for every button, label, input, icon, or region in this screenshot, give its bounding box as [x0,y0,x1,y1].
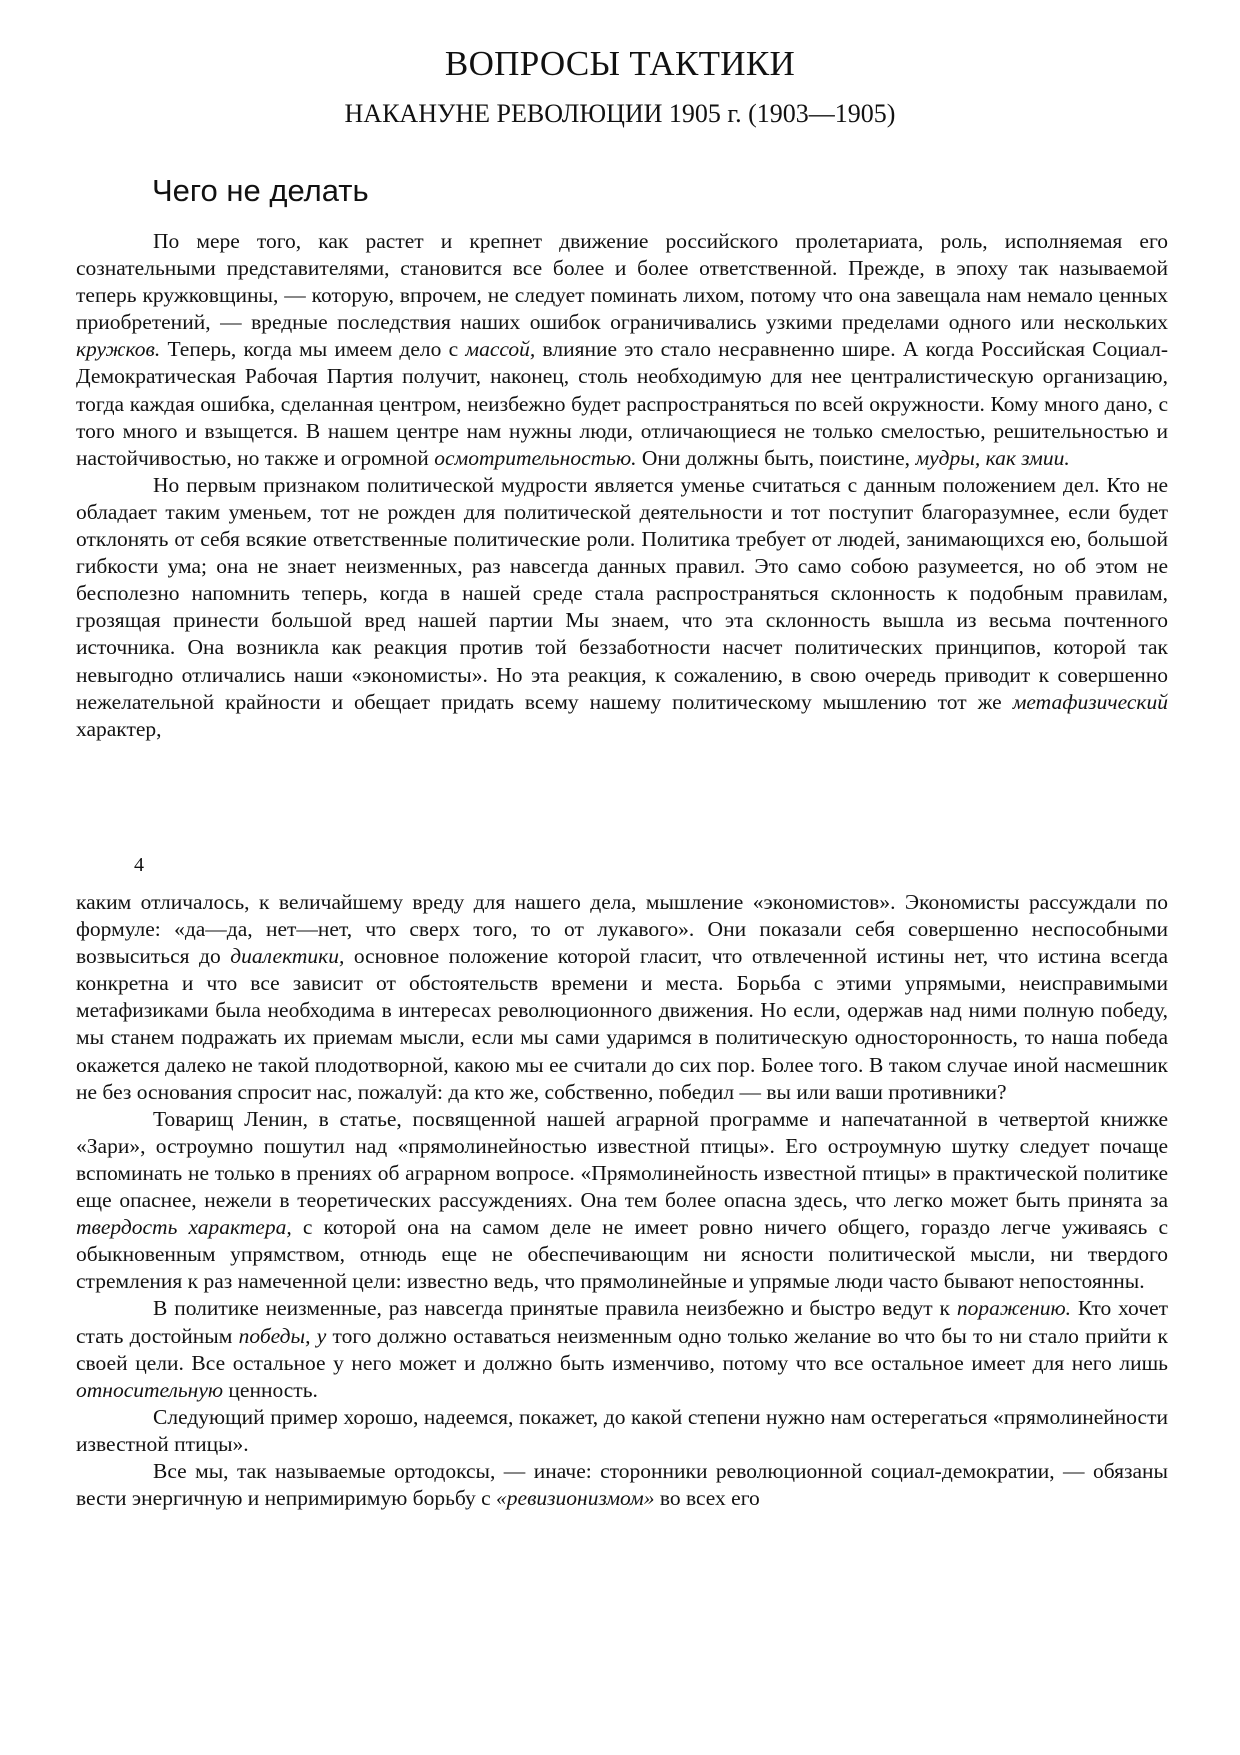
paragraph-5 [76,1295,1168,1403]
section-heading: Чего не делать [152,173,369,208]
paragraph-1-text: влияние это стало несравненно шире. А когда Российская Социал-Демократическая Рабочая Партия получит, наконец, столь необходимую для нее централистическую организацию, тогда каждая ошибка, сделанная центром, неизбежно будет распространяться по всей окружности. Кому много дано, с того много и взыщется. В нашем центре нам нужны люди, отличающиеся не только смелостью, решительностью и настойчивостью, но также и огромной [76,337,1168,470]
paragraph-7-emphasis: «ревизионизмом» [496,1486,655,1511]
paragraph-1-text: По мере того, как растет и крепнет движение российского пролетариата, роль, исполняемая его сознательными представителями, становится все более и более ответственной. Прежде, в эпоху так называемой теперь кружковщины, — которую, впрочем, не следует поминать лихом, потому что она завещала нам немало ценных приобретений, — вредные последствия наших ошибок ограничивались узкими пределами одного или нескольких [76,229,1168,335]
paragraph-5-text: ценность. [223,1377,318,1402]
paragraph-2-emphasis: метафизический [1012,689,1168,714]
paragraph-6-text: Следующий пример хорошо, надеемся, покажет, до какой степени нужно нам остерегаться «прямолинейности известной птицы». [76,1404,1168,1456]
paragraph-4-text: Товарищ Ленин, в статье, посвященной нашей аграрной программе и напечатанной в четвертой книжке «Зари», остроумно пошутил над «прямолинейностью известной птицы». Его остроумную шутку следует почаще вспоминать не только в прениях об аграрном вопросе. «Прямолинейность известной птицы» в практической политике еще опаснее, нежели в теоретических рассуждениях. Она тем более опасна здесь, что легко может быть принята за [76,1106,1168,1213]
book-subtitle: НАКАНУНЕ РЕВОЛЮЦИИ 1905 г. (1903—1905) [344,99,896,128]
paragraph-6 [76,1404,1168,1458]
paragraph-4-emphasis: твердость характера, [76,1215,292,1240]
text-column-top [76,228,1168,743]
paragraph-4 [76,1106,1168,1296]
paragraph-5-text: В политике неизменные, раз навсегда принятые правила неизбежно и быстро ведут к [153,1296,957,1321]
paragraph-5-emphasis: относительную [76,1377,224,1402]
paragraph-2 [76,472,1168,743]
paragraph-5-emphasis: победы, у [238,1323,327,1348]
paragraph-2-text: Но первым признаком политической мудрости является уменье считаться с данным положением дел. Кто не обладает таким уменьем, тот не рожден для политической деятельности и тот поступит благоразумнее, если будет отклонять от себя всякие ответственные политические роли. Политика требует от людей, занимающихся ею, большой гибкости ума; она не знает неизменных, раз навсегда данных правил. Это само собою разумеется, но об этом не бесполезно напомнить теперь, когда в нашей среде стала распространяться склонность к подобным правилам, грозящая принести большой вред нашей партии Мы знаем, что эта склонность вышла из весьма почтенного источника. Она возникла как реакция против той беззаботности насчет политических принципов, которой так невыгодно отличались наши «экономисты». Но эта реакция, к сожалению, в свою очередь приводит к совершенно нежелательной крайности и обещает придать всему нашему политическому мышлению тот же [76,472,1168,714]
paragraph-4-text: с которой она на самом деле не имеет ровно ничего общего, гораздо легче уживаясь с обыкновенным упрямством, отнюдь еще не обеспечивающим ни ясности политической мысли, ни твердого стремления к раз намеченной цели: известно ведь, что прямолинейные и упрямые люди часто бывают непостоянны. [76,1215,1168,1294]
paragraph-7-text: во всех его [654,1486,760,1511]
book-title: ВОПРОСЫ ТАКТИКИ [444,44,796,83]
paragraph-5-text: того должно оставаться неизменным одно только желание во что бы то ни стало прийти к своей цели. Все остальное у него может и должно быть изменчиво, потому что все остальное имеет для него лишь [76,1323,1168,1375]
paragraph-3-text: основное положение которой гласит, что отвлеченной истины нет, что истина всегда конкретна и что все зависит от обстоятельств времени и места. Борьба с этими упрямыми, неисправимыми метафизиками была необходима в интересах революционного движения. Но если, одержав над ними полную победу, мы станем подражать их приемам мысли, если мы сами ударимся в политическую односторонность, то наша победа окажется далеко не такой плодотворной, какою мы ее считали до сих пор. Более того. В таком случае иной насмешник не без основания спросит нас, пожалуй: да кто же, собственно, победил — вы или ваши противники? [76,944,1168,1104]
paragraph-1-emphasis: осмотрительностью. [434,445,637,470]
paragraph-1-text: Они должны быть, поистине, [636,445,916,470]
paragraph-2-text: характер, [76,716,162,741]
paragraph-3 [76,889,1168,1106]
paragraph-1-emphasis: мудры, как змии. [915,445,1070,470]
paragraph-7 [76,1458,1168,1512]
paragraph-1-emphasis: кружков. [76,337,161,362]
page-number: 4 [134,854,144,876]
paragraph-1-text: Теперь, когда мы имеем дело с [160,337,466,362]
text-column-bottom [76,889,1168,1512]
paragraph-7-text: Все мы, так называемые ортодоксы, — иначе: сторонники революционной социал-демократии, — обязаны вести энергичную и непримиримую борьбу с [76,1458,1168,1511]
paragraph-1-emphasis: массой, [465,337,536,362]
paragraph-3-emphasis: диалектики, [230,944,345,969]
paragraph-5-text: Кто хочет стать достойным [76,1296,1169,1348]
paragraph-3-text: каким отличалось, к величайшему вреду для нашего дела, мышление «экономистов». Экономисты рассуждали по формуле: «да—да, нет—нет, что сверх того, то от лукавого». Они показали себя совершенно неспособными возвыситься до [76,890,1168,969]
paragraph-1 [76,228,1168,472]
paragraph-5-emphasis: поражению. [956,1296,1072,1321]
